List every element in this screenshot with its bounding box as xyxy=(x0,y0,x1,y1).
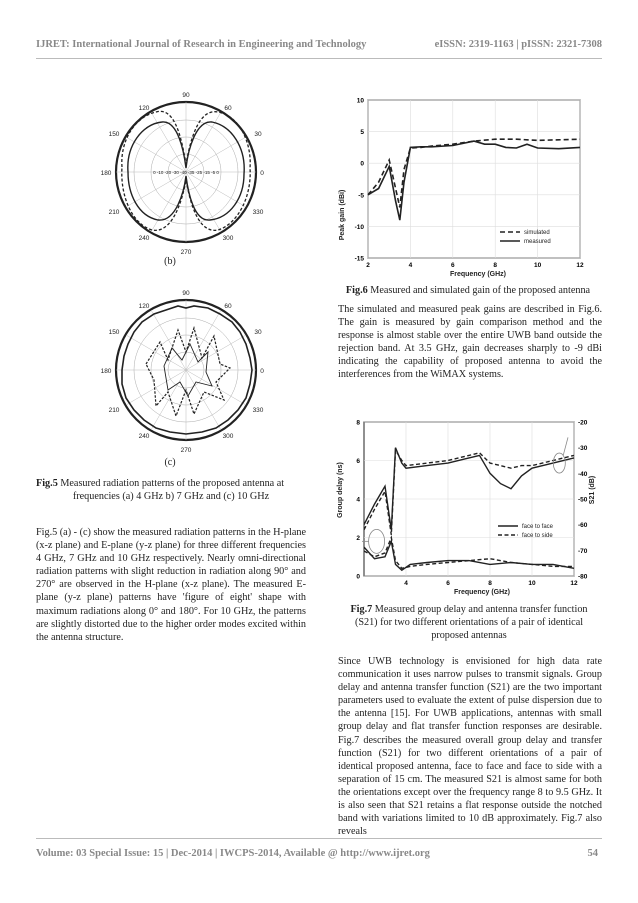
x-tick-label: 4 xyxy=(408,262,413,269)
angle-label: 30 xyxy=(254,131,262,138)
x-tick-label: 10 xyxy=(528,580,536,587)
legend-label: face to side xyxy=(522,533,553,539)
angle-label: 0 xyxy=(260,368,264,375)
y2-tick-label: -70 xyxy=(578,547,588,555)
angle-label: 300 xyxy=(222,235,234,242)
angle-label: 330 xyxy=(252,209,264,216)
polar-plot-c xyxy=(100,288,270,460)
fig5-text2: frequencies (a) 4 GHz b) 7 GHz and (c) 10 GHz xyxy=(72,491,270,502)
y-axis-label: Peak gain (dBi) xyxy=(339,189,346,241)
series-line-measured xyxy=(368,141,580,220)
fig5-text: Measured radiation patterns of the proposed antenna at xyxy=(57,478,285,489)
y-tick-label: 0 xyxy=(360,160,364,168)
angle-label: 180 xyxy=(100,170,112,177)
fig7-text2: (S21) for two different orientations of a pair of identical xyxy=(354,617,584,628)
y2-tick-label: -30 xyxy=(578,445,588,453)
series-line-simulated xyxy=(368,139,580,207)
journal-title: IJRET: International Journal of Research in Engineering and Technology xyxy=(36,39,367,50)
y-tick-label: 2 xyxy=(356,535,360,542)
angle-label: 180 xyxy=(100,368,112,375)
x-tick-label: 4 xyxy=(404,580,408,587)
sub-label-c: (c) xyxy=(164,457,176,468)
fig6-caption xyxy=(333,284,603,297)
y-tick-label: 0 xyxy=(356,573,360,581)
y2-tick-label: -80 xyxy=(578,573,588,581)
fig5-caption xyxy=(36,477,306,503)
footer-page: 54 xyxy=(587,848,598,859)
x-tick-label: 12 xyxy=(570,580,578,587)
legend-label: simulated xyxy=(524,230,550,236)
angle-label: 60 xyxy=(224,303,232,310)
fig7-number: Fig.7 xyxy=(350,604,373,615)
fig7-text3: proposed antennas xyxy=(431,630,507,641)
y-tick-label: 6 xyxy=(356,458,360,465)
series-line-S21-face-to-side xyxy=(364,450,574,535)
x-tick-label: 8 xyxy=(493,262,498,269)
angle-label: 120 xyxy=(138,303,150,310)
paragraph-gain: The simulated and measured peak gains are described in Fig.6. The gain is measured by gain comparison method and the response is almost stable over the entire UWB band outside the rejection band. At 3.5 GHz, gain decreases sharply to -9 dBi indicating the capability of proposed antenna to avoid the interferences from the WiMAX systems. xyxy=(338,304,602,381)
angle-label: 210 xyxy=(108,407,120,414)
group-delay-chart xyxy=(330,410,602,598)
x-tick-label: 10 xyxy=(533,262,542,269)
y-tick-label: -10 xyxy=(354,223,364,231)
y-tick-label: 8 xyxy=(356,419,360,427)
legend-label: measured xyxy=(524,239,551,245)
radial-scale: 0 -10 -20 -30 -40 -35 -25 -15 -5 0 xyxy=(153,170,219,175)
footer-volume: Volume: 03 Special Issue: 15 | Dec-2014 | IWCPS-2014, Available @ http://www.ijret.org xyxy=(36,848,430,859)
y-tick-label: 10 xyxy=(356,97,364,105)
angle-label: 210 xyxy=(108,209,120,216)
y2-axis-label: S21 (dB) xyxy=(589,475,596,505)
annotation-ellipse xyxy=(369,529,385,553)
angle-label: 300 xyxy=(222,433,234,440)
y2-tick-label: -40 xyxy=(578,470,588,478)
y2-tick-label: -50 xyxy=(578,496,588,504)
y-tick-label: -15 xyxy=(354,255,364,263)
angle-label: 120 xyxy=(138,105,150,112)
gain-chart xyxy=(330,90,598,280)
polar-plot-b xyxy=(100,90,270,265)
x-tick-label: 6 xyxy=(450,262,455,269)
angle-label: 270 xyxy=(180,447,192,454)
fig7-caption xyxy=(336,603,602,642)
x-tick-label: 2 xyxy=(366,262,370,269)
angle-label: 240 xyxy=(138,235,150,242)
angle-label: 330 xyxy=(252,407,264,414)
fig6-text: Measured and simulated gain of the proposed antenna xyxy=(367,285,591,296)
fig6-number: Fig.6 xyxy=(345,285,368,296)
y2-tick-label: -20 xyxy=(578,419,588,427)
x-tick-label: 6 xyxy=(446,580,450,587)
angle-label: 240 xyxy=(138,433,150,440)
y-tick-label: 5 xyxy=(360,129,364,137)
angle-label: 0 xyxy=(260,170,264,177)
footer-rule xyxy=(36,838,602,839)
angle-label: 270 xyxy=(180,249,192,256)
y2-tick-label: -60 xyxy=(578,522,588,530)
angle-label: 150 xyxy=(108,131,120,138)
sub-label-b: (b) xyxy=(164,256,176,267)
annotation-arrow xyxy=(563,437,568,455)
angle-label: 90 xyxy=(182,92,190,99)
fig7-text: Measured group delay and antenna transfer function xyxy=(372,604,588,615)
fig5-number: Fig.5 xyxy=(36,478,58,489)
journal-issn: eISSN: 2319-1163 | pISSN: 2321-7308 xyxy=(434,39,602,50)
angle-label: 60 xyxy=(224,105,232,112)
angle-label: 30 xyxy=(254,329,262,336)
x-axis-label: Frequency (GHz) xyxy=(453,589,511,596)
x-tick-label: 12 xyxy=(576,262,584,269)
angle-label: 90 xyxy=(182,290,190,297)
x-axis-label: Frequency (GHz) xyxy=(449,271,507,278)
header-rule xyxy=(36,58,602,59)
legend-label: face to face xyxy=(522,524,554,530)
paragraph-radiation: Fig.5 (a) - (c) show the measured radiation patterns in the H-plane (x-z plane) and E-plane (y-z plane) for three different frequencies 4 GHz, 7 GHz and 10 GHz respectively. Nearly omni-directional radiation patterns with slight reduction in radiation along 90° and 270° are observed in the H-plane (x-z plane). The measured E-plane (y-z plane) patterns have 'figure of eight' shape with maximum radiations along 0° and 180°. For 10 GHz, the patterns are slightly distorted due to the higher order modes excited within the antenna structure. xyxy=(36,527,306,643)
y-tick-label: -5 xyxy=(358,192,364,200)
angle-label: 150 xyxy=(108,329,120,336)
paragraph-uwb: Since UWB technology is envisioned for high data rate communication it uses narrow pulses to transmit signals. Group delay and antenna transfer function (S21) are the two important parameters used to evaluate the extent of pulse dispersion due to the antenna [15]. For UWB applications, antennas with small group delay and flat transfer function responses are desirable. Fig.7 describes the measured overall group delay and transfer function (S21) for two different orientations of a pair of identical proposed antenna, face to face and face to side with a separation of 15 cm. The measured S21 is almost same for both the orientations except over the frequency range 8 to 9.5 GHz. It is also seen that S21 retains a flat response outside the notched band with variations limited to 10 dB approximately. Fig.7 also reveals xyxy=(338,656,602,838)
y-tick-label: 4 xyxy=(356,496,360,504)
x-tick-label: 8 xyxy=(488,580,492,587)
y-axis-label: Group delay (ns) xyxy=(337,462,344,518)
